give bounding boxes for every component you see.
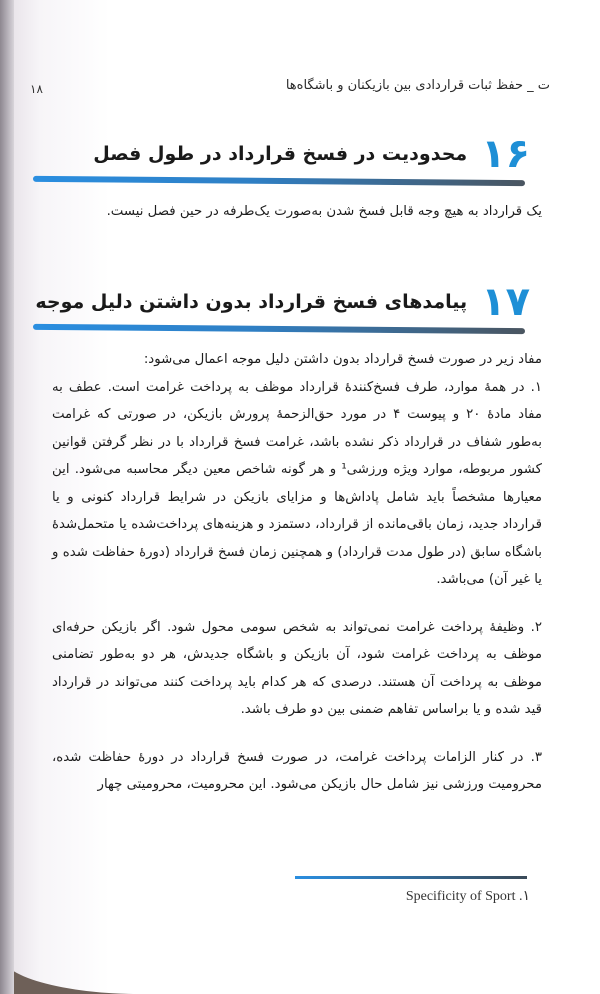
running-header [30,78,550,102]
footnote-rule [295,876,527,879]
paragraph-3: ۳. در کنار الزامات پرداخت غرامت، در صورت فسخ قرارداد در دورهٔ حفاظت شده، محرومیت ورزشی نیز شامل حال بازیکن می‌شود. این محرومیت، محرومیتی چهار [52,749,542,792]
section-17-body [52,346,542,799]
section-title: محدودیت در فسخ قرارداد در طول فصل [93,143,468,165]
running-title: ت _ حفظ ثبات قراردادی بین بازیکنان و باشگاه‌ها [285,78,550,93]
section-16-rule [33,176,525,186]
section-16-heading [30,131,530,177]
page-number: ۱۸ [30,82,43,96]
section-17-rule [33,324,525,334]
section-16-body [40,198,542,226]
paragraph-2: ۲. وظیفهٔ پرداخت غرامت نمی‌تواند به شخص سومی محول شود. اگر بازیکن حرفه‌ای موظف به پرداخت غرامت شود، آن بازیکن و باشگاه جدیدش، هر دو به‌طور تضامنی موظف به پرداخت آن هستند. درصدی که هر کدام باید پرداخت کنند می‌تواند در قرارداد قید شده و یا براساس تفاهم ضمنی بین دو طرف باشد. [52,619,542,717]
section-number: ۱۶ [481,131,530,177]
section-title: پیامدهای فسخ قرارداد بدون داشتن دلیل موجه [35,291,468,313]
paragraph: یک قرارداد به هیچ وجه قابل فسخ شدن به‌صورت یک‌طرفه در حین فصل نیست. [106,204,542,219]
section-17-heading [30,279,530,325]
paragraph-1: ۱. در همهٔ موارد، طرف فسخ‌کنندهٔ قرارداد موظف به پرداخت غرامت است. عطف به مفاد مادهٔ ۲۰ و پیوست ۴ در مورد حق‌الزحمهٔ پرورش بازیکن، در صورتی که غرامت به‌طور شفاف در قرارداد ذکر نشده باشد، غرامت فسخ قرارداد با در نظر گرفتن قوانین کشور مربوطه، موارد ویژه ورزشی¹ و هر گونه شاخص معین دیگر محاسبه می‌شود. این معیارها مشخصاً باید شامل پاداش‌ها و مزایای بازیکن در شرایط قرارداد کنونی و یا قرارداد جدید، زمان باقی‌مانده از قرارداد، دستمزد و هزینه‌های پرداخت‌شده یا متحمل‌شدهٔ باشگاه سابق (در طول مدت قرارداد) و همچنین زمان فسخ قرارداد (دورهٔ حفاظت شده و یا غیر آن) می‌باشد. [52,379,542,587]
footnote: Specificity of Sport .۱ [405,889,530,904]
section-number: ۱۷ [481,279,530,325]
intro-paragraph: مفاد زیر در صورت فسخ قرارداد بدون داشتن دلیل موجه اعمال می‌شود: [143,352,542,367]
spine-shadow [0,0,14,994]
